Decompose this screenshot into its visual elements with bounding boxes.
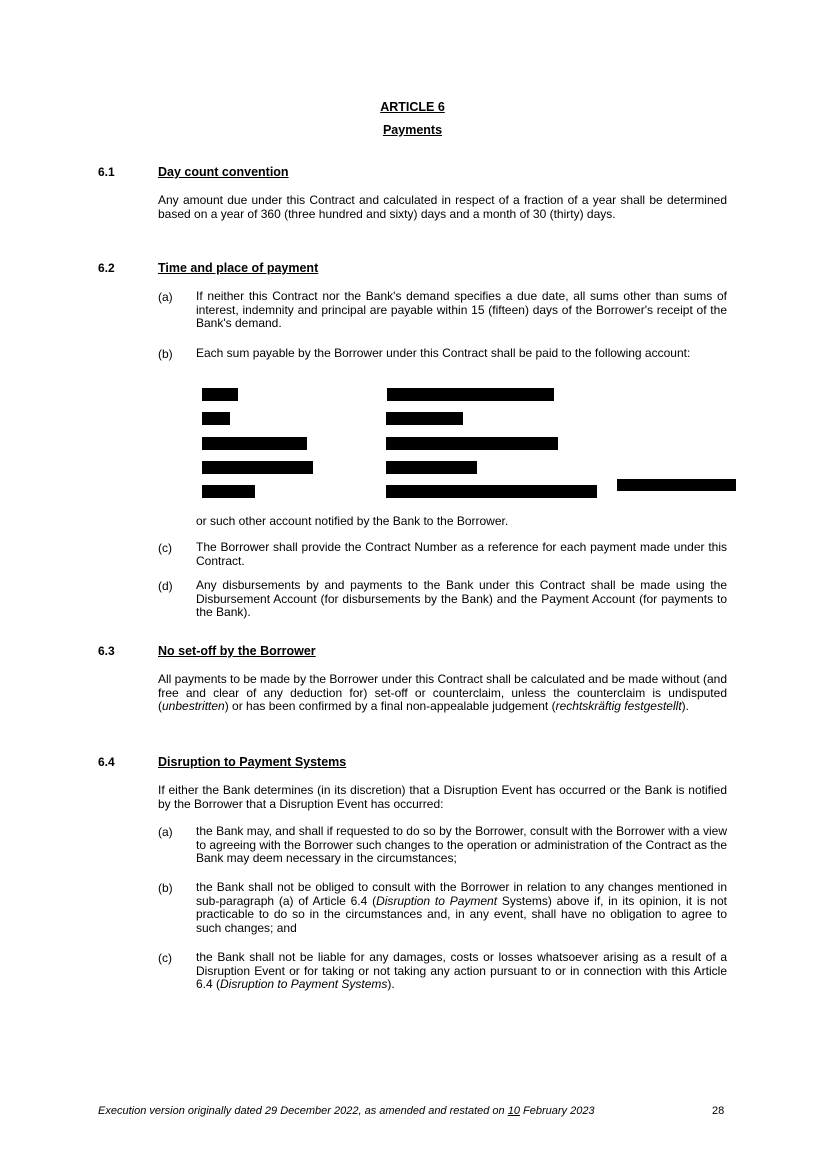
redaction-bar	[202, 412, 230, 425]
item-label-c: (c)	[158, 541, 172, 555]
item-text-consult: the Bank may, and shall if requested to do so by the Borrower, consult with the Borrower with a view to agreeing with the Borrower such changes to the operation or administration of the Contract as the Bank may deem necessary in the circumstances;	[196, 824, 727, 865]
page-number: 28	[712, 1105, 725, 1117]
section-number-6-2: 6.2	[98, 261, 115, 275]
item-text-account: Each sum payable by the Borrower under this Contract shall be paid to the following account:	[196, 346, 691, 360]
section-number-6-3: 6.3	[98, 644, 115, 658]
item-label-a: (a)	[158, 290, 173, 304]
section-heading-disruption: Disruption to Payment Systems	[158, 755, 347, 769]
redaction-bar	[386, 437, 558, 450]
item-text-contract-number: The Borrower shall provide the Contract Number as a reference for each payment made under this Contract.	[196, 540, 727, 568]
item-label-b: (b)	[158, 347, 173, 361]
redaction-bar	[202, 485, 255, 498]
section-heading-time-place: Time and place of payment	[158, 261, 319, 275]
section-heading-no-set-off: No set-off by the Borrower	[158, 644, 316, 658]
redaction-bar	[202, 437, 307, 450]
redaction-bar	[386, 412, 463, 425]
redaction-bar	[202, 461, 313, 474]
item-text-not-obliged: the Bank shall not be obliged to consult with the Borrower in relation to any changes mentioned in sub-paragraph (a) of Article 6.4 (Disruption to Payment Systems) above if, in its opinion, it is not practicable to do so in the circumstances and, in any event, shall have no obligation to agree to such changes; and	[196, 880, 727, 935]
item-label-a: (a)	[158, 825, 173, 839]
item-label-d: (d)	[158, 579, 173, 593]
item-text-due-date: If neither this Contract nor the Bank's demand specifies a due date, all sums other than sums of interest, indemnity and principal are payable within 15 (fifteen) days of the Borrower's receipt of the Bank's demand.	[196, 289, 727, 330]
redaction-bar	[617, 479, 736, 491]
redaction-bar	[202, 388, 238, 401]
item-text-other-account: or such other account notified by the Bank to the Borrower.	[196, 514, 509, 528]
section-heading-day-count: Day count convention	[158, 165, 289, 179]
footer-version-note: Execution version originally dated 29 December 2022, as amended and restated on 10 February 2023	[98, 1105, 595, 1117]
article-title: Payments	[382, 123, 443, 137]
article-number: ARTICLE 6	[380, 100, 445, 114]
section-number-6-1: 6.1	[98, 165, 115, 179]
redaction-bar	[386, 485, 597, 498]
item-text-not-liable: the Bank shall not be liable for any damages, costs or losses whatsoever arising as a result of a Disruption Event or for taking or not taking any action pursuant to or in connection with this Article 6.4 (Disruption to Payment Systems).	[196, 950, 727, 991]
redaction-bar	[387, 388, 554, 401]
section-text-day-count: Any amount due under this Contract and calculated in respect of a fraction of a year shall be determined based on a year of 360 (three hundred and sixty) days and a month of 30 (thirty) days.	[158, 193, 727, 221]
item-label-b: (b)	[158, 881, 173, 895]
item-text-disbursements: Any disbursements by and payments to the Bank under this Contract shall be made using the Disbursement Account (for disbursements by the Bank) and the Payment Account (for payments to the Bank).	[196, 578, 727, 619]
section-number-6-4: 6.4	[98, 755, 115, 769]
section-text-no-set-off: All payments to be made by the Borrower under this Contract shall be calculated and be made without (and free and clear of any deduction for) set-off or counterclaim, unless the counterclaim is undisputed (unbestritten) or has been confirmed by a final non-appealable judgement (rechtskräftig festgestellt).	[158, 672, 727, 713]
redaction-bar	[386, 461, 477, 474]
section-text-disruption-intro: If either the Bank determines (in its discretion) that a Disruption Event has occurred or the Bank is notified by the Borrower that a Disruption Event has occurred:	[158, 783, 727, 811]
item-label-c: (c)	[158, 951, 172, 965]
